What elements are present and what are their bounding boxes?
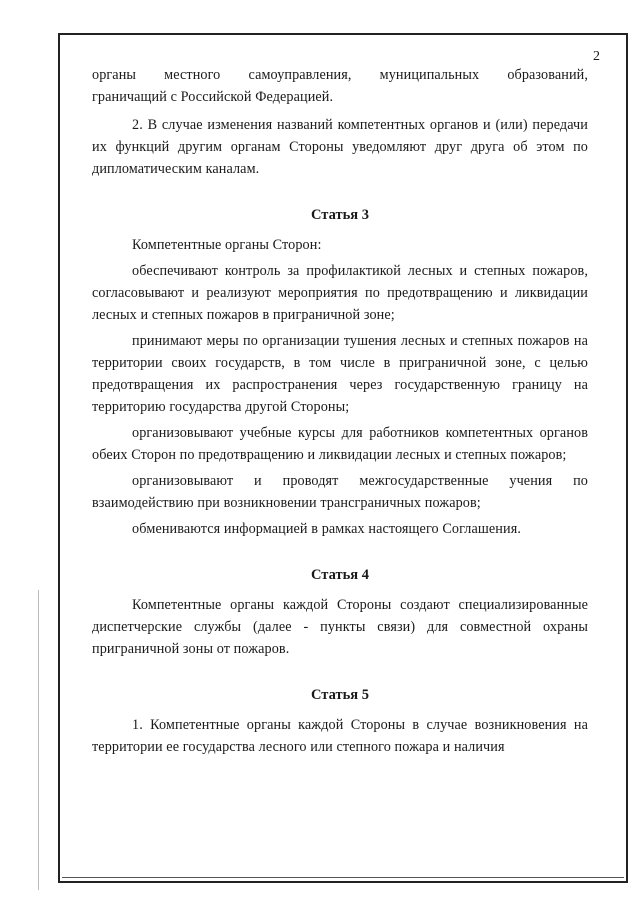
article-4-heading: Статья 4 [311,567,369,583]
document-body [92,64,588,758]
article-3-item-2: принимают меры по организации тушения лесных и степных пожаров на территории своих государств, в том числе в приграничной зоне, с целью предотвращения их распространения через государственную границу на территорию государства другой Стороны; [92,333,588,415]
article-3-item-5: обмениваются информацией в рамках настоящего Соглашения. [132,521,521,537]
page-number: 2 [593,49,600,64]
paragraph-continuation-line2: граничащий с Российской Федерацией. [92,89,334,105]
paragraph-2: 2. В случае изменения названий компетентных органов и (или) передачи их функций другим органам Стороны уведомляют друг друга об этом по дипломатическим каналам. [92,117,588,177]
article-3-heading: Статья 3 [311,207,369,223]
article-3-item-3: организовывают учебные курсы для работников компетентных органов обеих Сторон по предотвращению и ликвидации лесных и степных пожаров; [92,425,588,463]
article-5-heading: Статья 5 [311,687,369,703]
article-3-item-4: организовывают и проводят межгосударственные учения по взаимодействию при возникновении трансграничных пожаров; [92,473,588,511]
article-3-intro: Компетентные органы Сторон: [132,237,322,253]
article-5-text: 1. Компетентные органы каждой Стороны в случае возникновения на территории ее государства лесного или степного пожара и наличия [92,717,588,755]
article-4-text: Компетентные органы каждой Стороны создают специализированные диспетчерские службы (далее - пункты связи) для совместной охраны приграничной зоны от пожаров. [92,597,588,657]
paragraph-continuation-line1: органы местного самоуправления, муниципальных образований, [92,67,588,83]
scan-edge-mark [38,590,39,890]
page-border-inner-line [62,877,624,878]
article-3-item-1: обеспечивают контроль за профилактикой лесных и степных пожаров, согласовывают и реализуют мероприятия по предотвращению и ликвидации лесных и степных пожаров в приграничной зоне; [92,263,588,323]
